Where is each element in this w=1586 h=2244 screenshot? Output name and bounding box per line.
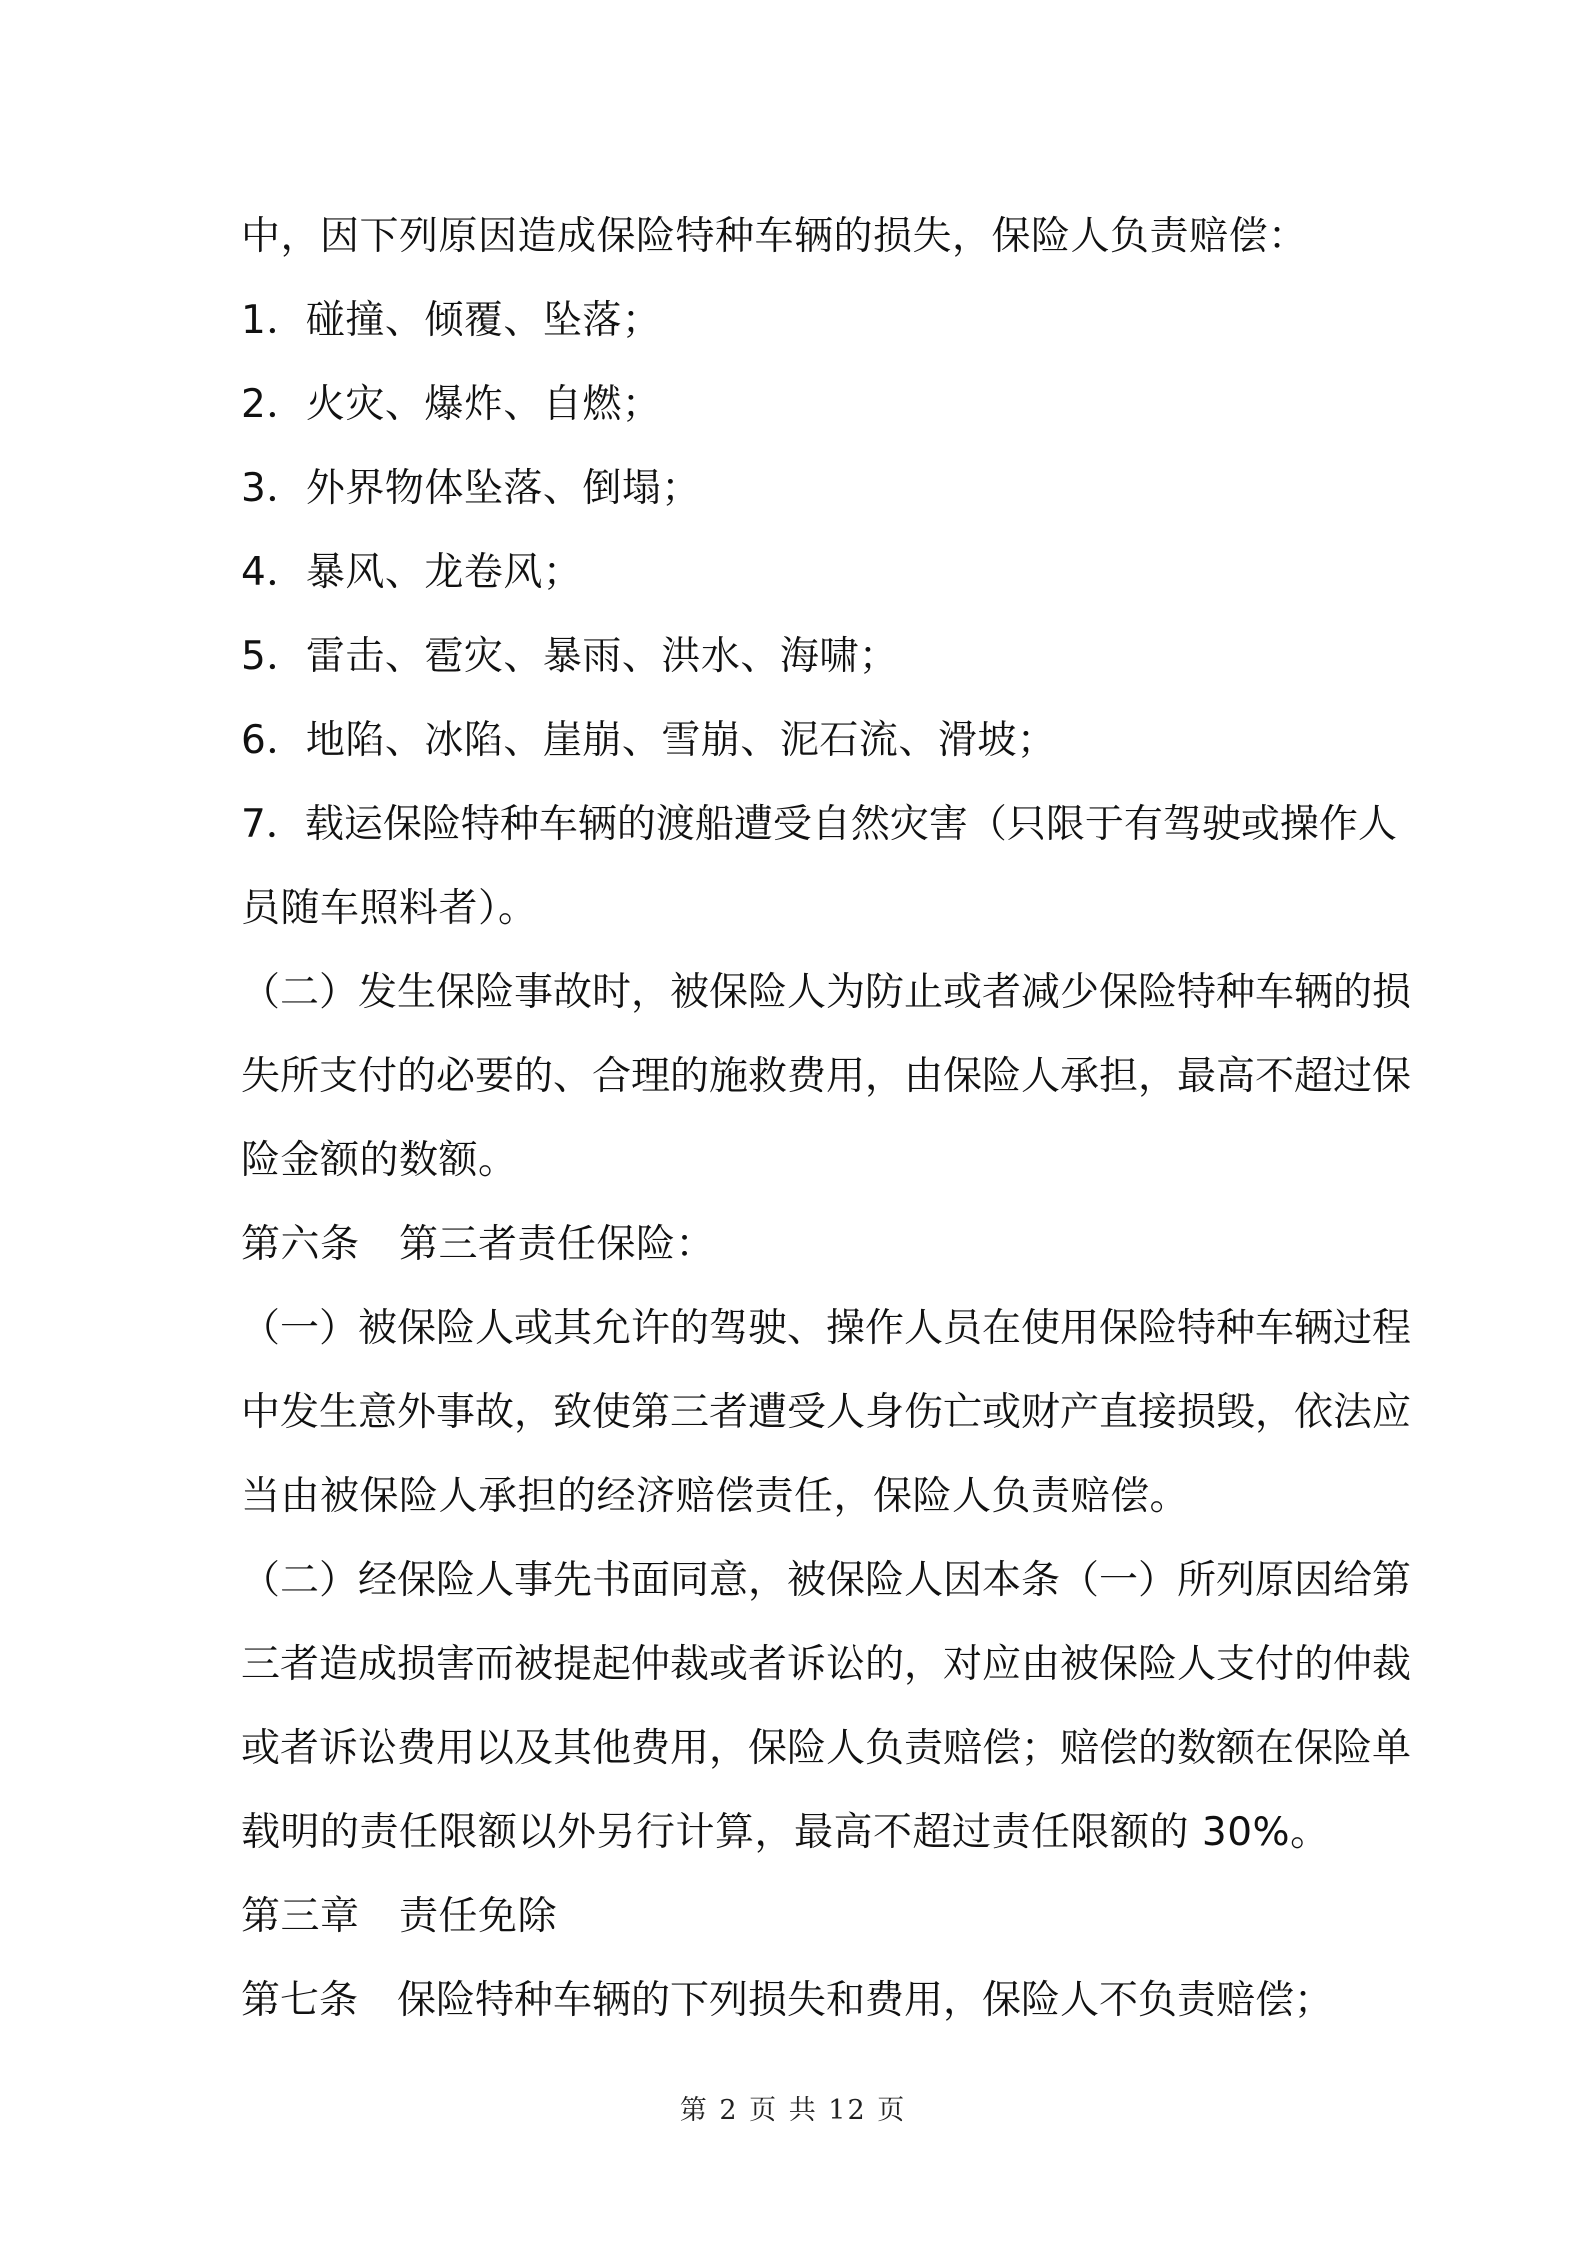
- chapter-heading: 第三章 责任免除: [241, 1894, 558, 1939]
- article-heading: 第七条 保险特种车辆的下列损失和费用，保险人不负责赔偿；: [241, 1978, 1334, 2023]
- paragraph-line: 载明的责任限额以外另行计算，最高不超过责任限额的 30%。: [241, 1810, 1330, 1855]
- list-item: 1．碰撞、倾覆、坠落；: [241, 298, 662, 343]
- paragraph-line: 三者造成损害而被提起仲裁或者诉讼的，对应由被保险人支付的仲裁: [241, 1642, 1412, 1687]
- text-line: 中，因下列原因造成保险特种车辆的损失，保险人负责赔偿：: [241, 214, 1308, 259]
- paragraph-line: 或者诉讼费用以及其他费用，保险人负责赔偿；赔偿的数额在保险单: [241, 1726, 1412, 1771]
- list-item: 4．暴风、龙卷风；: [241, 550, 583, 595]
- list-item: 2．火灾、爆炸、自燃；: [241, 382, 662, 427]
- paragraph-line: （一）被保险人或其允许的驾驶、操作人员在使用保险特种车辆过程: [241, 1306, 1412, 1351]
- paragraph-line: 中发生意外事故，致使第三者遭受人身伤亡或财产直接损毁，依法应: [241, 1390, 1412, 1435]
- paragraph-line: 险金额的数额。: [241, 1138, 518, 1183]
- text-line: 员随车照料者）。: [241, 886, 538, 931]
- list-item: 7．载运保险特种车辆的渡船遭受自然灾害（只限于有驾驶或操作人: [241, 802, 1397, 847]
- list-item: 3．外界物体坠落、倒塌；: [241, 466, 701, 511]
- document-body: [241, 195, 1412, 2043]
- page-number-footer: 第 2 页 共 12 页: [679, 2095, 907, 2126]
- paragraph-line: 当由被保险人承担的经济赔偿责任，保险人负责赔偿。: [241, 1474, 1190, 1519]
- article-heading: 第六条 第三者责任保险：: [241, 1222, 716, 1267]
- paragraph-line: 失所支付的必要的、合理的施救费用，由保险人承担，最高不超过保: [241, 1054, 1412, 1099]
- list-item: 5．雷击、雹灾、暴雨、洪水、海啸；: [241, 634, 899, 679]
- paragraph-line: （二）发生保险事故时，被保险人为防止或者减少保险特种车辆的损: [241, 970, 1412, 1015]
- list-item: 6．地陷、冰陷、崖崩、雪崩、泥石流、滑坡；: [241, 718, 1057, 763]
- paragraph-line: （二）经保险人事先书面同意，被保险人因本条（一）所列原因给第: [241, 1558, 1412, 1603]
